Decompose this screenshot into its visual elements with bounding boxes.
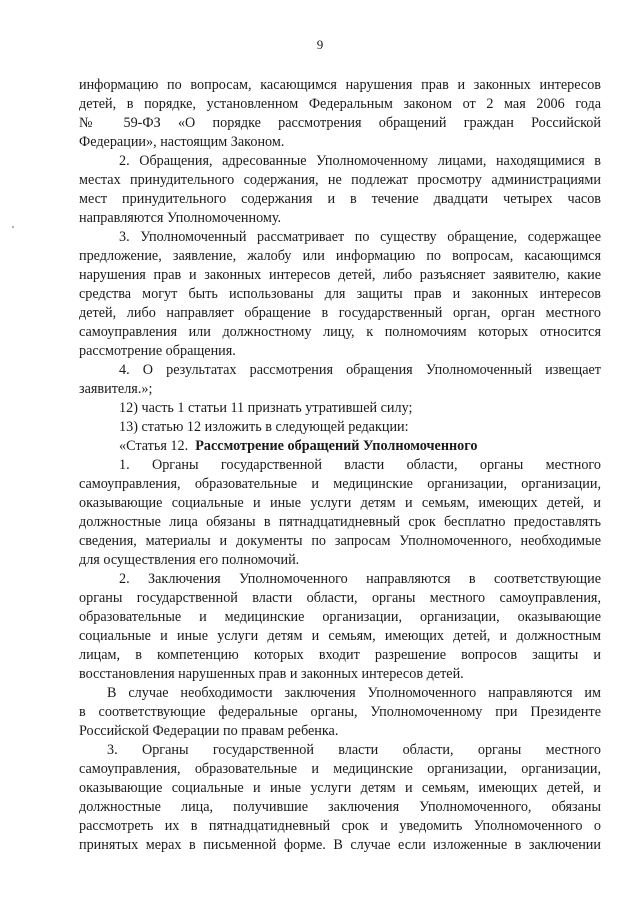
text-line: предложение, заявление, жалобу или информацию по вопросам, касающимся (79, 248, 601, 264)
text-line: 3. Уполномоченный рассматривает по существу обращение, содержащее (119, 229, 601, 245)
text-line: самоуправления, образовательные и медицинские организации, организации, (79, 476, 601, 492)
text-line: восстановления нарушенных прав и законных интересов детей. (79, 666, 464, 682)
text-line: рассмотреть их в пятнадцатидневный срок и уведомить Уполномоченного о (79, 818, 601, 834)
text-line: оказывающие социальные и иные услуги детям и семьям, имеющих детей, и (79, 780, 601, 796)
article-heading (119, 438, 477, 455)
page-number: 9 (316, 37, 324, 52)
text-line: 4. О результатах рассмотрения обращения Уполномоченный извещает (119, 362, 601, 378)
scan-speck (12, 226, 14, 228)
text-line: 2. Обращения, адресованные Уполномоченному лицами, находящимися в (119, 153, 601, 169)
text-line: 3. Органы государственной власти области, органы местного (107, 742, 601, 758)
text-line: Федерации», настоящим Законом. (79, 134, 285, 150)
text-line: самоуправления, образовательные и медицинские организации, организации, (79, 761, 601, 777)
text-line: направляются Уполномоченному. (79, 210, 282, 226)
text-line: 2. Заключения Уполномоченного направляются в соответствующие (119, 571, 601, 587)
text-line: в соответствующие федеральные органы, Уполномоченному при Президенте (79, 704, 601, 720)
text-line: местах принудительного содержания, не подлежат просмотру администрациями (79, 172, 601, 188)
text-line: детей, в порядке, установленном Федеральным законом от 2 мая 2006 года (79, 96, 601, 112)
text-line: мест принудительного содержания и в течение двадцати четырех часов (79, 191, 601, 207)
text-line: оказывающие социальные и иные услуги детям и семьям, имеющих детей, и (79, 495, 601, 511)
article-number: «Статья 12. (119, 438, 189, 454)
text-line: самоуправления или должностному лицу, к полномочиям которых относится (79, 324, 601, 340)
text-line: лицам, в компетенцию которых входит разрешение вопросов защиты и (79, 647, 601, 663)
text-line: средства могут быть использованы для защиты прав и законных интересов (79, 286, 601, 302)
text-line: должностные лица, получившие заключения Уполномоченного, обязаны (79, 799, 601, 815)
text-line: образовательные и медицинские организации, организации, оказывающие (79, 609, 601, 625)
text-line: заявителя.»; (79, 381, 153, 397)
text-line: сведения, материалы и документы по запросам Уполномоченного, необходимые (79, 533, 601, 549)
text-line: социальные и иные услуги детям и семьям, имеющих детей, и должностным (79, 628, 601, 644)
text-line: детей, либо направляет обращение в государственный орган, орган местного (79, 305, 601, 321)
text-line: нарушения прав и законных интересов детей, либо разъясняет заявителю, какие (79, 267, 601, 283)
text-line: 13) статью 12 изложить в следующей редакции: (119, 419, 409, 435)
text-line: № 59-ФЗ «О порядке рассмотрения обращений граждан Российской (79, 115, 601, 131)
text-line: Российской Федерации по правам ребенка. (79, 723, 339, 739)
text-line: В случае необходимости заключения Уполномоченного направляются им (107, 685, 601, 701)
text-line: рассмотрение обращения. (79, 343, 236, 359)
text-line: информацию по вопросам, касающимся нарушения прав и законных интересов (79, 77, 601, 93)
text-line: принятых мерах в письменной форме. В случае если изложенные в заключении (79, 837, 601, 853)
text-line: должностные лица обязаны в пятнадцатидневный срок бесплатно предоставлять (79, 514, 601, 530)
text-line: для осуществления его полномочий. (79, 552, 300, 568)
text-line: 1. Органы государственной власти области, органы местного (119, 457, 601, 473)
text-line: органы государственной власти области, органы местного самоуправления, (79, 590, 601, 606)
article-title: Рассмотрение обращений Уполномоченного (195, 438, 478, 454)
text-line: 12) часть 1 статьи 11 признать утратившей силу; (119, 400, 413, 416)
